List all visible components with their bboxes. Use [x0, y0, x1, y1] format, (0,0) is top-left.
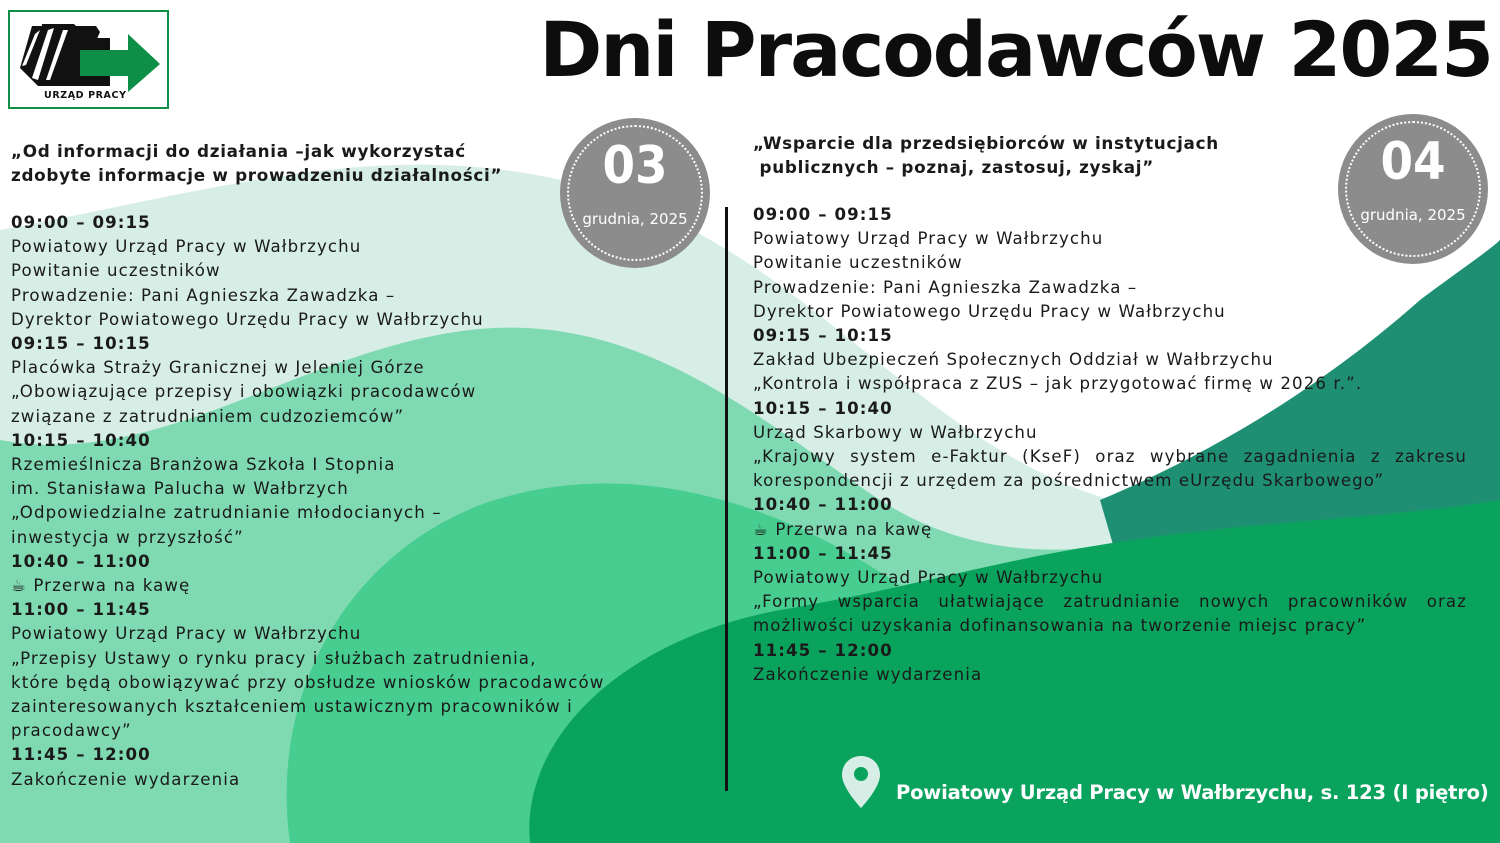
schedule-line: Powiatowy Urząd Pracy w Wałbrzychu: [11, 237, 362, 257]
session-heading: [753, 131, 1467, 179]
logo-text: URZĄD PRACY: [44, 90, 127, 101]
time-slot: 09:00 – 09:15: [11, 213, 151, 232]
page-title: Dni Pracodawców 2025: [539, 5, 1492, 94]
logo: [8, 10, 169, 109]
time-slot: 09:00 – 09:15: [753, 205, 893, 224]
time-slot: 09:15 – 10:15: [753, 326, 893, 346]
schedule-line: Zakład Ubezpieczeń Społecznych Oddział w Wałbrzychu: [753, 350, 1274, 370]
schedule-line: Urząd Skarbowy w Wałbrzychu: [753, 422, 1038, 442]
schedule-line: „Odpowiedzialne zatrudnianie młodocianych –: [11, 503, 442, 523]
time-slot: 11:45 – 12:00: [753, 640, 893, 660]
time-slot: 11:00 – 11:45: [753, 543, 893, 563]
schedule-line: „Kontrola i współpraca z ZUS – jak przygotować firmę w 2026 r.”.: [753, 374, 1363, 394]
location-text: Powiatowy Urząd Pracy w Wałbrzychu, s. 123 (I piętro): [896, 781, 1489, 804]
schedule-line: pracodawcy”: [11, 721, 132, 741]
folders-arrow-logo: [18, 20, 163, 92]
schedule-line: Dyrektor Powiatowego Urzędu Pracy w Wałbrzychu: [753, 301, 1226, 321]
schedule-line: Zakończenie wydarzenia: [11, 769, 241, 789]
schedule-line: „Obowiązujące przepisy i obowiązki pracodawców: [11, 382, 477, 402]
schedule-line: zainteresowanych kształceniem ustawicznym pracowników i: [11, 697, 573, 717]
schedule-line: możliwości uzyskania dofinansowania na tworzenie miejsc pracy”: [753, 616, 1367, 636]
schedule-line: korespondencji z urzędem za pośrednictwem eUrzędu Skarbowego”: [753, 471, 1385, 491]
time-slot: 10:40 – 11:00: [753, 495, 893, 515]
time-slot: 11:45 – 12:00: [11, 745, 151, 765]
badge-month: grudnia, 2025: [1360, 206, 1466, 224]
badge-day: 03: [602, 136, 668, 196]
schedule-line: ☕ Przerwa na kawę: [11, 576, 191, 596]
heading-line: „Wsparcie dla przedsiębiorców w instytucjach: [753, 133, 1219, 153]
schedule-line: im. Stanisława Palucha w Wałbrzych: [11, 479, 349, 499]
schedule-line: Dyrektor Powiatowego Urzędu Pracy w Wałbrzychu: [11, 309, 484, 329]
schedule-line: Prowadzenie: Pani Agnieszka Zawadzka –: [11, 285, 396, 305]
time-slot: 10:40 – 11:00: [11, 551, 151, 571]
schedule-line: Powiatowy Urząd Pracy w Wałbrzychu: [753, 568, 1104, 588]
schedule-line: Zakończenie wydarzenia: [753, 664, 983, 684]
heading-line: „Od informacji do działania –jak wykorzystać: [11, 141, 466, 161]
schedule-line: Powitanie uczestników: [11, 261, 221, 281]
schedule-line: Powitanie uczestników: [753, 253, 963, 273]
schedule-line: ☕ Przerwa na kawę: [753, 519, 933, 539]
schedule-line: Placówka Straży Granicznej w Jeleniej Górze: [11, 358, 425, 378]
schedule-line: Powiatowy Urząd Pracy w Wałbrzychu: [11, 624, 362, 644]
schedule-day2: [753, 131, 1467, 687]
schedule-line: które będą obowiązywać przy obsłudze wniosków pracodawców: [11, 672, 605, 692]
schedule-line: Rzemieślnicza Branżowa Szkoła I Stopnia: [11, 455, 396, 475]
schedule-line: „Formy wsparcia ułatwiające zatrudnianie nowych pracowników oraz: [753, 592, 1467, 612]
session-heading: [11, 139, 711, 187]
badge-month: grudnia, 2025: [582, 210, 688, 228]
location-pin-icon: [840, 754, 882, 814]
time-slot: 10:15 – 10:40: [753, 398, 893, 418]
badge-day: 04: [1380, 132, 1446, 192]
time-slot: 09:15 – 10:15: [11, 334, 151, 354]
heading-line: publicznych – poznaj, zastosuj, zyskaj”: [753, 157, 1154, 177]
heading-line: zdobyte informacje w prowadzeniu działalności”: [11, 165, 503, 185]
schedule-day1: [11, 136, 711, 792]
schedule-line: związane z zatrudnianiem cudzoziemców”: [11, 406, 405, 426]
schedule-line: „Przepisy Ustawy o rynku pracy i służbach zatrudnienia,: [11, 648, 537, 668]
time-slot: 10:15 – 10:40: [11, 430, 151, 450]
column-divider: [725, 207, 728, 791]
schedule-line: Powiatowy Urząd Pracy w Wałbrzychu: [753, 229, 1104, 249]
schedule-line: Prowadzenie: Pani Agnieszka Zawadzka –: [753, 277, 1138, 297]
schedule-line: inwestycja w przyszłość”: [11, 527, 244, 547]
time-slot: 11:00 – 11:45: [11, 600, 151, 620]
schedule-line: „Krajowy system e-Faktur (KseF) oraz wybrane zagadnienia z zakresu: [753, 447, 1467, 467]
